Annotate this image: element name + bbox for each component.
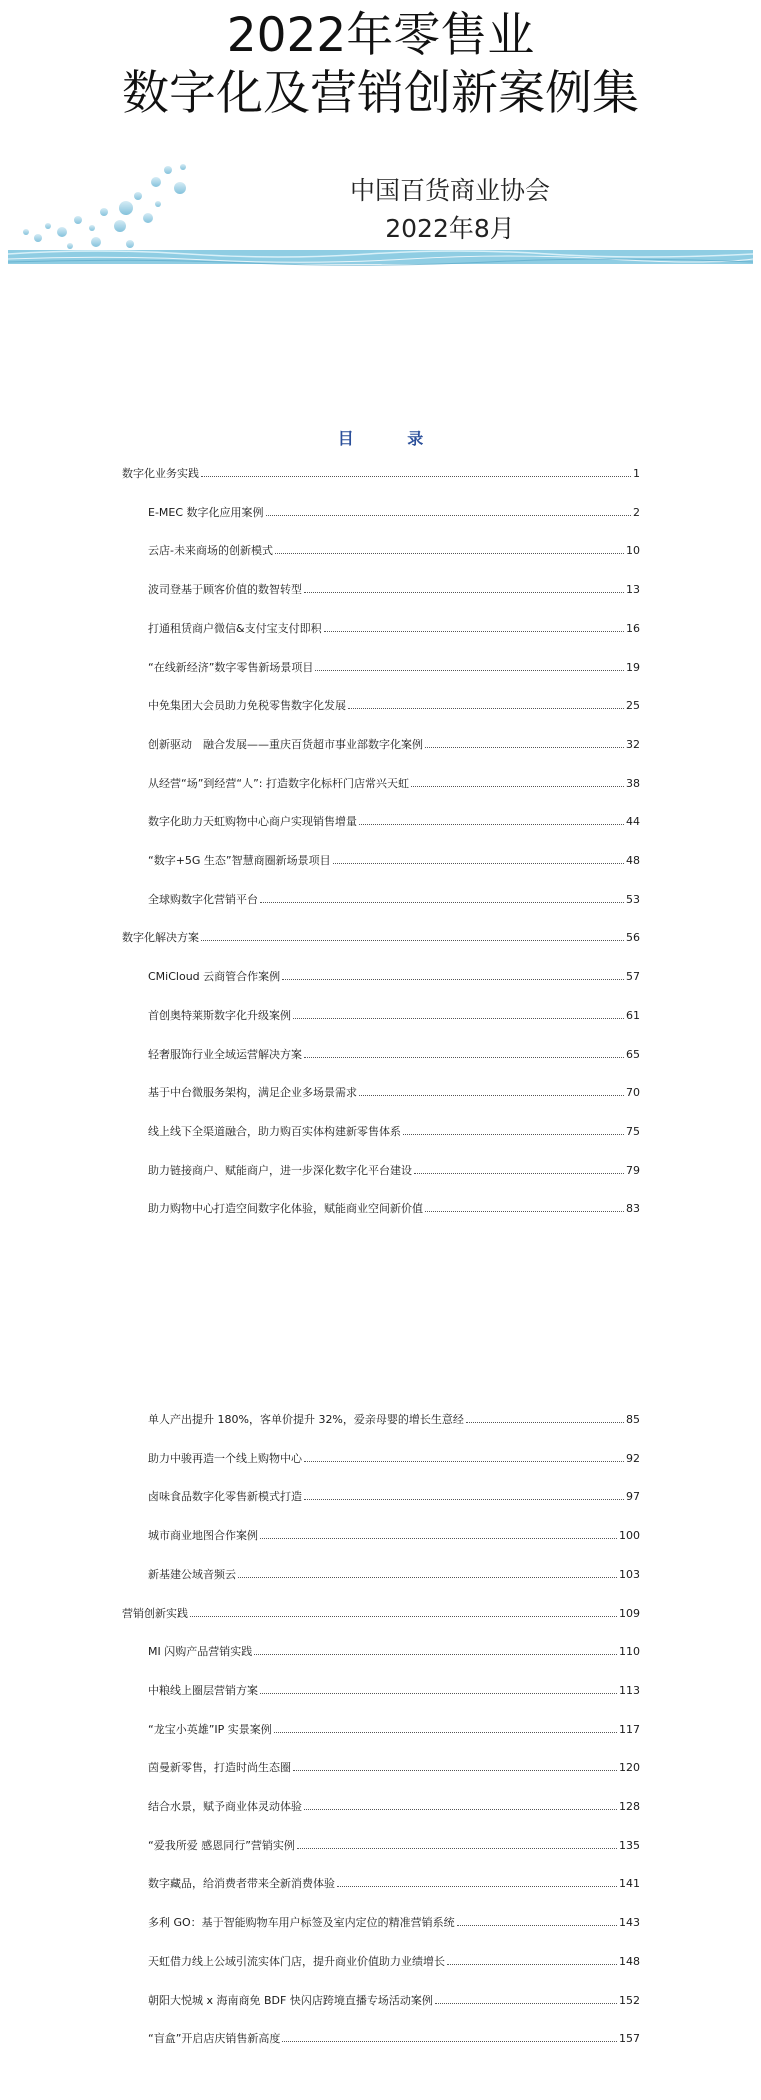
toc-entry-label: 首创奥特莱斯数字化升级案例 (148, 1008, 291, 1022)
toc-leader-dots (304, 581, 624, 593)
toc-leader-dots (315, 659, 624, 671)
toc-entry-page: 79 (626, 1163, 640, 1177)
toc-entry-label: 结合水景，赋予商业体灵动体验 (148, 1800, 302, 1813)
toc-entry-page: 97 (626, 1490, 640, 1504)
toc-entry[interactable] (148, 697, 640, 713)
toc-entry[interactable] (148, 1123, 640, 1139)
toc-entry-label: 新基建公域音频云 (148, 1567, 236, 1581)
toc-leader-dots (201, 929, 624, 941)
toc-entry-page: 57 (626, 970, 640, 984)
toc-entry[interactable] (148, 1914, 640, 1930)
toc-entry-label: “在线新经济”数字零售新场景项目 (148, 660, 314, 674)
toc-entry-label: CMiCloud 云商管合作案例 (148, 970, 281, 984)
toc-entry-page: 92 (626, 1451, 640, 1465)
toc-entry[interactable] (148, 1411, 640, 1427)
toc-entry-page: 113 (619, 1683, 640, 1697)
toc-entry-label: 城市商业地图合作案例 (148, 1529, 258, 1543)
toc-entry-label: 朝阳大悦城 x 海南商免 BDF 快闪店跨境直播专场活动案例 (148, 1993, 433, 2007)
toc-entry[interactable] (148, 891, 640, 907)
toc-entry-label: 波司登基于顾客价值的数智转型 (148, 583, 302, 597)
toc-entry-page: 148 (619, 1954, 640, 1968)
toc-entry[interactable] (148, 1450, 640, 1466)
toc-entry-label: “龙宝小英雄”IP 实景案例 (148, 1722, 272, 1736)
toc-entry-page: 103 (619, 1567, 640, 1581)
toc-entry[interactable] (148, 542, 640, 558)
toc-leader-dots (425, 736, 624, 748)
toc-leader-dots (304, 1798, 617, 1810)
toc-leader-dots (293, 1007, 624, 1019)
toc-entry[interactable] (148, 1759, 640, 1775)
toc-entry[interactable] (148, 1084, 640, 1100)
toc-entry[interactable] (148, 1162, 640, 1178)
toc-section-entry[interactable] (122, 929, 640, 945)
toc-entry[interactable] (148, 1007, 640, 1023)
toc-entry[interactable] (148, 620, 640, 636)
toc-entry[interactable] (148, 852, 640, 868)
toc-leader-dots (425, 1200, 624, 1212)
toc-leader-dots (238, 1566, 617, 1578)
toc-leader-dots (414, 1162, 624, 1174)
toc-entry-page: 13 (626, 583, 640, 597)
toc-leader-dots (260, 1527, 617, 1539)
toc-entry-label: 助力链接商户、赋能商户，进一步深化数字化平台建设 (148, 1163, 412, 1177)
toc-entry-label: “数字+5G 生态”智慧商圈新场景项目 (148, 854, 331, 867)
toc-entry-label: 从经营“场”到经营“人”: 打造数字化标杆门店常兴天虹 (148, 776, 409, 790)
toc-leader-dots (201, 465, 631, 477)
toc-entry[interactable] (148, 1682, 640, 1698)
toc-entry-label: 茵曼新零售，打造时尚生态圈 (148, 1761, 291, 1775)
toc-entry[interactable] (148, 2030, 640, 2046)
toc-entry-label: 天虹借力线上公域引流实体门店，提升商业价值助力业绩增长 (148, 1954, 445, 1968)
toc-entry-page: 143 (619, 1916, 640, 1930)
toc-entry[interactable] (148, 1200, 640, 1216)
toc-entry[interactable] (148, 1046, 640, 1062)
organization-name: 中国百货商业协会 (349, 176, 550, 205)
toc-leader-dots (266, 504, 631, 516)
toc-leader-dots (297, 1837, 617, 1849)
toc-entry[interactable] (148, 1643, 640, 1659)
toc-entry-page: 1 (633, 467, 640, 480)
toc-entry-page: 141 (619, 1877, 640, 1891)
toc-leader-dots (275, 542, 624, 554)
toc-entry-page: 16 (626, 621, 640, 635)
toc-entry-label: 助力中骏再造一个线上购物中心 (148, 1451, 302, 1465)
toc-entry-page: 2 (633, 505, 640, 519)
toc-entry[interactable] (148, 1953, 640, 1969)
toc-leader-dots (190, 1605, 617, 1617)
toc-entry[interactable] (148, 1721, 640, 1737)
toc-entry-label: 数字化助力天虹购物中心商户实现销售增量 (148, 815, 357, 829)
toc-leader-dots (274, 1721, 617, 1733)
toc-entry-page: 53 (626, 892, 640, 906)
toc-entry-page: 56 (626, 931, 640, 945)
toc-entry-label: 打通租赁商户微信&支付宝支付即积 (148, 621, 322, 635)
toc-leader-dots (333, 852, 624, 864)
toc-leader-dots (457, 1914, 617, 1926)
toc-entry[interactable] (148, 1488, 640, 1504)
toc-entry[interactable] (148, 736, 640, 752)
document-title-line1: 2022年零售业 (226, 8, 535, 63)
toc-entry-page: 85 (626, 1413, 640, 1426)
toc-entry-page: 70 (626, 1086, 640, 1100)
toc-entry-page: 10 (626, 544, 640, 558)
toc-entry-page: 83 (626, 1202, 640, 1216)
toc-section-entry[interactable] (122, 1605, 640, 1621)
toc-entry[interactable] (148, 659, 640, 675)
toc-entry-page: 109 (619, 1606, 640, 1620)
toc-entry-label: 创新驱动 融合发展——重庆百货超市事业部数字化案例 (148, 737, 423, 751)
toc-entry-page: 32 (626, 737, 640, 751)
toc-entry-label: 数字藏品，给消费者带来全新消费体验 (148, 1877, 335, 1891)
toc-title: 目 录 (337, 429, 448, 448)
toc-entry-label: 中免集团大会员助力免税零售数字化发展 (148, 699, 346, 713)
toc-entry-page: 120 (619, 1761, 640, 1775)
toc-entry-page: 135 (619, 1838, 640, 1852)
toc-leader-dots (359, 1084, 624, 1096)
toc-entry-page: 110 (619, 1645, 640, 1659)
toc-entry-label: 中粮线上圈层营销方案 (148, 1683, 258, 1697)
toc-entry-page: 44 (626, 815, 640, 829)
toc-entry-page: 61 (626, 1008, 640, 1022)
toc-leader-dots (337, 1875, 617, 1887)
toc-leader-dots (403, 1123, 624, 1135)
toc-entry-label: “爱我所爱 感恩同行”营销实例 (148, 1838, 295, 1852)
toc-leader-dots (282, 968, 624, 980)
toc-leader-dots (260, 891, 624, 903)
toc-entry-label: 数字化解决方案 (122, 931, 199, 945)
toc-entry-page: 75 (626, 1124, 640, 1138)
toc-leader-dots (466, 1411, 624, 1423)
toc-entry[interactable] (148, 1875, 640, 1891)
document-title-line2: 数字化及营销创新案例集 (122, 66, 639, 121)
toc-entry-page: 157 (619, 2032, 640, 2046)
toc-leader-dots (324, 620, 624, 632)
toc-entry-page: 19 (626, 660, 640, 674)
toc-leader-dots (435, 1992, 617, 2004)
toc-entry[interactable] (148, 581, 640, 597)
toc-entry-label: 单人产出提升 180%，客单价提升 32%，爱亲母婴的增长生意经 (148, 1413, 464, 1426)
toc-entry[interactable] (148, 1837, 640, 1853)
toc-entry-page: 38 (626, 776, 640, 790)
toc-entry[interactable] (148, 775, 640, 791)
toc-entry-label: 助力购物中心打造空间数字化体验，赋能商业空间新价值 (148, 1202, 423, 1216)
toc-entry-label: 全球购数字化营销平台 (148, 892, 258, 906)
toc-entry-page: 128 (619, 1800, 640, 1813)
toc-leader-dots (293, 1759, 617, 1771)
toc-entry-label: 数字化业务实践 (122, 467, 199, 480)
toc-entry-label: MI 闪购产品营销实践 (148, 1645, 253, 1659)
toc-leader-dots (304, 1488, 624, 1500)
publication-date: 2022年8月 (385, 214, 515, 243)
toc-entry-page: 48 (626, 854, 640, 867)
toc-entry[interactable] (148, 813, 640, 829)
toc-entry[interactable] (148, 1566, 640, 1582)
toc-leader-dots (359, 813, 624, 825)
toc-entry[interactable] (148, 504, 640, 520)
toc-entry-label: “盲盒”开启店庆销售新高度 (148, 2032, 281, 2046)
toc-leader-dots (447, 1953, 617, 1965)
toc-entry-page: 100 (619, 1529, 640, 1543)
toc-leader-dots (260, 1682, 617, 1694)
toc-leader-dots (254, 1643, 617, 1655)
toc-entry-label: 线上线下全渠道融合，助力购百实体构建新零售体系 (148, 1124, 401, 1138)
toc-entry-label: 卤味食品数字化零售新模式打造 (148, 1490, 302, 1504)
toc-entry[interactable] (148, 1992, 640, 2008)
toc-entry-label: 多利 GO：基于智能购物车用户标签及室内定位的精准营销系统 (148, 1916, 455, 1930)
toc-section-entry[interactable] (122, 465, 640, 481)
toc-entry[interactable] (148, 1527, 640, 1543)
toc-leader-dots (348, 697, 624, 709)
bubbles (23, 164, 186, 249)
toc-leader-dots (411, 775, 624, 787)
toc-entry[interactable] (148, 1798, 640, 1814)
toc-entry-label: 轻奢服饰行业全域运营解决方案 (148, 1047, 302, 1061)
toc-leader-dots (304, 1450, 624, 1462)
toc-entry-label: E-MEC 数字化应用案例 (148, 505, 264, 519)
toc-entry-label: 营销创新实践 (122, 1606, 188, 1620)
toc-entry-page: 152 (619, 1993, 640, 2007)
wave-strip (8, 250, 753, 265)
toc-leader-dots (304, 1046, 624, 1058)
toc-leader-dots (282, 2030, 617, 2042)
toc-entry-page: 65 (626, 1047, 640, 1061)
toc-entry-page: 117 (619, 1722, 640, 1736)
toc-entry[interactable] (148, 968, 640, 984)
toc-entry-page: 25 (626, 699, 640, 713)
toc-entry-label: 云店-未来商场的创新模式 (148, 544, 273, 558)
toc-entry-label: 基于中台微服务架构，满足企业多场景需求 (148, 1086, 357, 1100)
